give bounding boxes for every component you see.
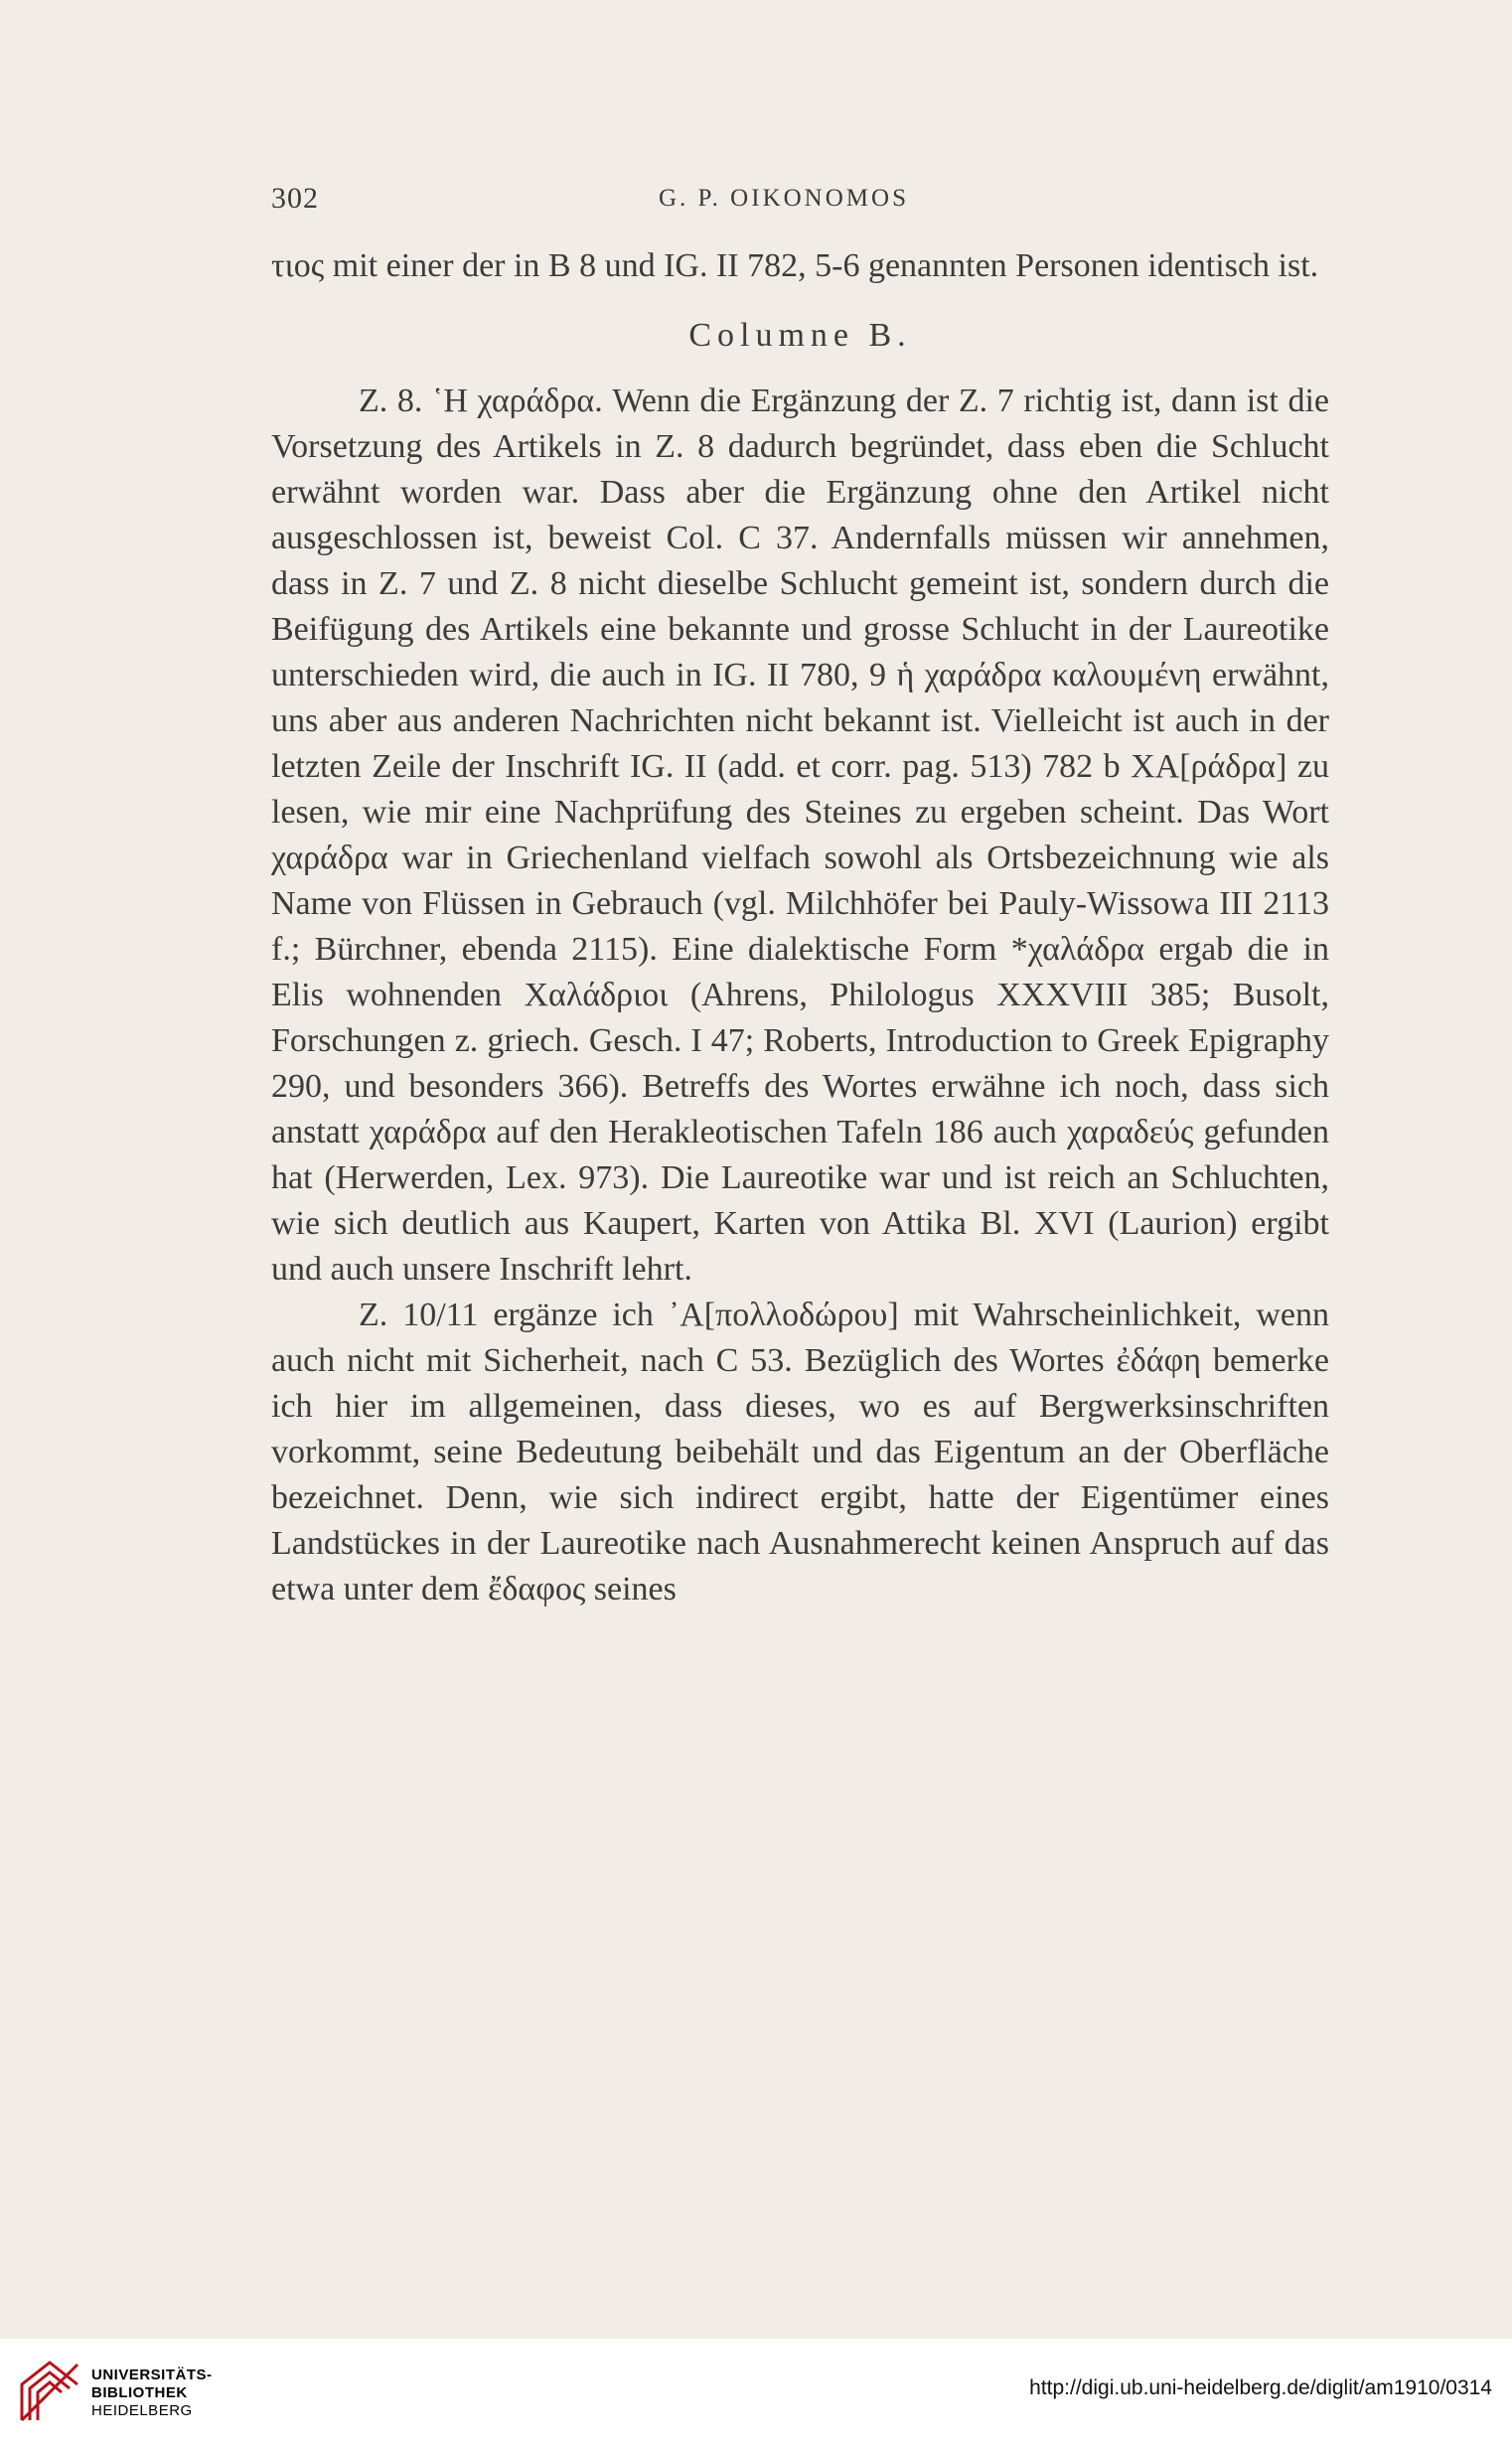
paragraph: Z. 8. ῾Η χαράδρα. Wenn die Ergänzung der Z. 7 richtig ist, dann ist die Vorsetzung des Artikels in Z. 8 dadurch begründet, dass eben die Schlucht erwähnt worden war. Dass aber die Ergänzung ohne den Artikel nicht ausgeschlossen ist, beweist Col. C 37. Andernfalls müssen wir annehmen, dass in Z. 7 und Z. 8 nicht dieselbe Schlucht gemeint ist, sondern durch die Beifügung des Artikels eine bekannte und grosse Schlucht in der Laureotike unterschieden wird, die auch in IG. II 780, 9 ἡ χαράδρα καλουμένη erwähnt, uns aber aus anderen Nachrichten nicht bekannt ist. Vielleicht ist auch in der letzten Zeile der Inschrift IG. II (add. et corr. pag. 513) 782 b ΧΑ[ράδρα] zu lesen, wie mir eine Nachprüfung des Steines zu ergeben scheint. Das Wort χαράδρα war in Griechenland vielfach sowohl als Ortsbezeichnung wie als Name von Flüssen in Gebrauch (vgl. Milchhöfer bei Pauly-Wissowa III 2113 f.; Bürchner, ebenda 2115). Eine dialektische Form *χαλάδρα ergab die in Elis wohnenden Χαλάδριοι (Ahrens, Philologus XXXVIII 385; Busolt, Forschungen z. griech. Gesch. I 47; Roberts, Introduction to Greek Epigraphy 290, und besonders 366). Betreffs des Wortes erwähne ich noch, dass sich anstatt χαράδρα auf den Herakleotischen Tafeln 186 auch χαραδεύς gefunden hat (Herwerden, Lex. 973). Die Laureotike war und ist reich an Schluchten, wie sich deutlich aus Kaupert, Karten von Attika Bl. XVI (Laurion) ergibt und auch unsere Inschrift lehrt. xyxy=(271,382,1329,1288)
library-logo-icon xyxy=(16,2357,85,2426)
library-name-line: BIBLIOTHEK xyxy=(91,2384,188,2401)
page-number: 302 xyxy=(271,182,319,215)
paragraph-continuation: τιος mit einer der in B 8 und IG. II 782, 5-6 genannten Personen identisch ist. xyxy=(271,247,1319,284)
section-heading: Columne B. xyxy=(688,317,912,354)
paragraph: Z. 10/11 ergänze ich ᾿Α[πολλοδώρου] mit Wahrscheinlichkeit, wenn auch nicht mit Sicherheit, nach C 53. Bezüglich des Wortes ἐδάφη bemerke ich hier im allgemeinen, dass dieses, wo es auf Bergwerksinschriften vorkommt, seine Bedeutung beibehält und das Eigentum an der Oberfläche bezeichnet. Denn, wie sich indirect ergibt, hatte der Eigentümer eines Landstückes in der Laureotike nach Ausnahmerecht keinen Anspruch auf das etwa unter dem ἔδαφος seines xyxy=(271,1297,1329,1607)
running-head: G. P. OIKONOMOS xyxy=(659,185,909,212)
body-text xyxy=(271,243,1329,1612)
footer-bar xyxy=(0,2339,1512,2446)
page-header xyxy=(271,182,1329,218)
library-name-line: UNIVERSITÄTS- xyxy=(91,2367,213,2383)
library-name xyxy=(91,2367,213,2420)
library-name-line: HEIDELBERG xyxy=(91,2402,193,2419)
source-url-link[interactable]: http://digi.ub.uni-heidelberg.de/diglit/am1910/0314 xyxy=(1029,2376,1492,2399)
